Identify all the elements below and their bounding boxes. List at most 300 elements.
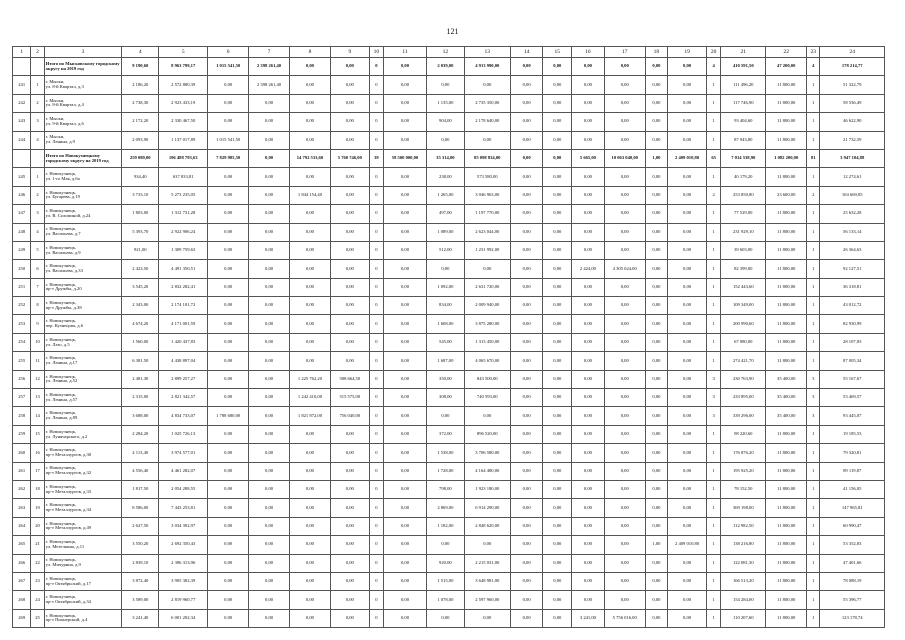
value-cell: 0,00 [668,297,707,315]
address-city: г. Новокузнецк, [45,612,76,618]
value-cell: 53 352,83 [820,536,885,554]
row-index: 13 [31,389,44,407]
value-cell: 1 [807,609,820,627]
column-number-cell: 5 [159,47,208,58]
row-index: 3 [31,113,44,131]
value-cell: 0,00 [208,517,249,535]
column-number-cell: 6 [208,47,249,58]
value-cell: 0,00 [543,278,572,296]
value-cell: 0,00 [384,609,427,627]
value-cell: 0,00 [384,352,427,370]
value-cell: 0,00 [645,297,667,315]
address-city: г. Новокузнецк, [45,208,76,214]
value-cell: 3 046 963,00 [464,186,510,204]
value-cell: 0,00 [384,186,427,204]
value-cell: 0,00 [290,517,331,535]
value-cell: 55 167,67 [820,370,885,388]
value-cell: 0 [369,260,383,278]
value-cell: 11 800,00 [766,113,807,131]
value-cell: 0,00 [249,462,290,480]
value-cell: 0,00 [426,536,464,554]
value-cell: 2 627,50 [122,517,159,535]
value-cell: 35 400,00 [766,389,807,407]
value-cell: 11 800,00 [766,168,807,186]
value-cell: 23 600,00 [766,186,807,204]
row-index: 1 [31,168,44,186]
value-cell: 0,00 [645,186,667,204]
address-city: г. Новокузнецк, [45,465,76,471]
value-cell: 0,00 [668,241,707,259]
value-cell: 1 309 759,63 [159,241,208,259]
table-row [13,425,885,443]
value-cell: 238,00 [426,168,464,186]
value-cell: 4 438 897,04 [159,352,208,370]
value-cell: 0,00 [510,572,543,590]
value-cell: 0 [369,113,383,131]
table-row [13,278,885,296]
value-cell: 798,00 [426,480,464,498]
value-cell: 0,00 [604,499,645,517]
value-cell: 0,00 [668,444,707,462]
table-row [13,333,885,351]
value-cell: 0,00 [249,389,290,407]
value-cell: 0,00 [249,554,290,572]
value-cell: 0,00 [604,315,645,333]
row-number: 268 [13,591,31,609]
address-cell [44,389,122,407]
value-cell: 0 [369,333,383,351]
value-cell: 0,00 [543,389,572,407]
value-cell: 166 513,20 [721,572,766,590]
value-cell: 1,00 [645,536,667,554]
value-cell: 0,00 [543,333,572,351]
value-cell: 0,00 [543,444,572,462]
value-cell: 2 899 257,27 [159,370,208,388]
value-cell: 0,00 [645,572,667,590]
value-cell: 0 [369,499,383,517]
value-cell: 0,00 [510,241,543,259]
value-cell: 0,00 [208,425,249,443]
value-cell: 0,00 [290,297,331,315]
value-cell: 1 265,00 [426,186,464,204]
value-cell: 87 943,80 [721,131,766,149]
value-cell: 0,00 [426,260,464,278]
row-number: 246 [13,186,31,204]
value-cell: 0,00 [384,76,427,94]
value-cell: 0,00 [668,315,707,333]
value-cell: 154 284,00 [721,591,766,609]
value-cell: 0 [369,241,383,259]
value-cell: 0,00 [645,315,667,333]
total-value-cell: 0,00 [572,58,605,76]
value-cell: 0,00 [572,572,605,590]
total-value-cell: 8 963 799,17 [159,58,208,76]
value-cell: 1 [707,462,721,480]
value-cell: 1 [807,205,820,223]
table-row [13,241,885,259]
column-number-cell: 8 [290,47,331,58]
value-cell: 0,00 [645,444,667,462]
table-row [13,315,885,333]
value-cell: 28 107,83 [820,333,885,351]
row-number: 248 [13,223,31,241]
value-cell: 0,00 [543,186,572,204]
value-cell: 3 550,20 [122,536,159,554]
value-cell: 1 092,00 [426,278,464,296]
address-cell [44,591,122,609]
value-cell: 11 800,00 [766,517,807,535]
value-cell: 0,00 [668,76,707,94]
value-cell: 0,00 [290,76,331,94]
value-cell: 1 [807,113,820,131]
value-cell: 0,00 [330,554,369,572]
value-cell: 0,00 [572,462,605,480]
value-cell: 25 632,28 [820,205,885,223]
value-cell: 1 [707,94,721,112]
address-cell [44,352,122,370]
address-street: ул. Лунячарского, д.2 [45,433,88,439]
table-row [13,407,885,425]
value-cell: 0,00 [208,444,249,462]
row-index: 15 [31,425,44,443]
total-value-cell: 4 [707,58,721,76]
total-empty-cell [31,58,44,76]
value-cell: 1 [707,260,721,278]
value-cell: 0,00 [645,591,667,609]
value-cell: 11 800,00 [766,572,807,590]
value-cell: 0,00 [645,241,667,259]
value-cell: 0,00 [645,76,667,94]
value-cell: 0,00 [330,76,369,94]
value-cell: 0,00 [384,444,427,462]
value-cell: 0,00 [384,260,427,278]
value-cell: 0,00 [645,260,667,278]
value-cell: 40 179,20 [721,168,766,186]
value-cell: 11 800,00 [766,462,807,480]
column-number-cell: 24 [820,47,885,58]
value-cell: 0,00 [572,278,605,296]
value-cell: 508 664,50 [330,370,369,388]
address-cell [44,278,122,296]
total-row [13,149,885,167]
row-number: 257 [13,389,31,407]
value-cell: 834,00 [426,297,464,315]
value-cell: 11 800,00 [766,536,807,554]
value-cell: 35 400,00 [766,407,807,425]
value-cell: 2 922 906,24 [159,223,208,241]
value-cell: 2 054 288,55 [159,480,208,498]
address-street: пр-т Октябрьский, д.17 [45,580,91,586]
address-street: пр-т Пионерский, д.4 [45,617,88,623]
value-cell: 4 171 001,59 [159,315,208,333]
value-cell: 26 364,63 [820,241,885,259]
value-cell: 0,00 [543,425,572,443]
value-cell: 1 197 770,00 [464,205,510,223]
value-cell: 0,00 [645,333,667,351]
value-cell: 0,00 [510,425,543,443]
row-number: 243 [13,113,31,131]
value-cell: 1 817,50 [122,480,159,498]
row-number: 252 [13,297,31,315]
value-cell: 1 [807,260,820,278]
value-cell: 2 [707,186,721,204]
total-value-cell: 0,00 [543,58,572,76]
value-cell: 0,00 [384,223,427,241]
value-cell: 1 [707,352,721,370]
value-cell: 0,00 [604,241,645,259]
value-cell: 0,00 [572,499,605,517]
value-cell: 1 [707,609,721,627]
total-value-cell: 39 [369,149,383,167]
value-cell: 4 556,40 [122,462,159,480]
value-cell: 11 800,00 [766,297,807,315]
table-row [13,554,885,572]
value-cell: 0 [369,572,383,590]
total-value-cell: 1 015 541,50 [208,58,249,76]
value-cell: 0,00 [668,499,707,517]
column-number-cell: 9 [330,47,369,58]
value-cell: 0,00 [290,480,331,498]
value-cell: 0,00 [384,425,427,443]
value-cell: 0,00 [330,609,369,627]
address-street: ул. Лазо, д.5 [45,341,70,347]
value-cell: 0,00 [668,352,707,370]
value-cell: 0,00 [668,517,707,535]
value-cell: 0,00 [330,260,369,278]
value-cell: 0,00 [604,554,645,572]
value-cell: 0,00 [604,425,645,443]
address-cell [44,517,122,535]
value-cell: 2 631 720,00 [464,278,510,296]
value-cell: 0,00 [384,113,427,131]
value-cell: 339 296,00 [721,407,766,425]
value-cell: 0,00 [572,168,605,186]
value-cell: 0,00 [543,352,572,370]
value-cell: 0,00 [249,205,290,223]
address-cell [44,554,122,572]
value-cell: 0,00 [384,536,427,554]
value-cell: 545,00 [426,333,464,351]
total-value-cell: 2 409 010,80 [668,149,707,167]
value-cell: 77 529,00 [721,205,766,223]
row-number: 265 [13,536,31,554]
address-cell [44,241,122,259]
value-cell: 0,00 [543,241,572,259]
value-cell: 0,00 [330,205,369,223]
column-number-cell: 2 [31,47,44,58]
value-cell: 0 [369,131,383,149]
value-cell: 0,00 [604,278,645,296]
value-cell: 0,00 [572,517,605,535]
value-cell: 0,00 [249,407,290,425]
value-cell: 11 800,00 [766,591,807,609]
value-cell: 0,00 [572,591,605,609]
value-cell: 2 174 101,72 [159,297,208,315]
column-number-cell: 20 [707,47,721,58]
value-cell: 0,00 [668,389,707,407]
value-cell: 1 242 410,00 [290,389,331,407]
value-cell: 0,00 [330,94,369,112]
value-cell: 1 312 731,28 [159,205,208,223]
value-cell: 3 905 382,39 [159,572,208,590]
value-cell: 0 [369,168,383,186]
value-cell: 2 597 960,00 [464,591,510,609]
value-cell: 0 [369,297,383,315]
value-cell: 11 800,00 [766,480,807,498]
value-cell: 11 800,00 [766,554,807,572]
address-city: г. Новокузнецк, [45,318,76,324]
row-index: 1 [31,76,44,94]
value-cell: 0,00 [668,168,707,186]
value-cell: 0,00 [384,554,427,572]
value-cell: 0,00 [208,94,249,112]
address-city: г. Новокузнецк, [45,373,76,379]
value-cell: 11 800,00 [766,205,807,223]
value-cell: 1 231 992,00 [464,241,510,259]
row-index: 2 [31,94,44,112]
value-cell: 58 536,49 [820,94,885,112]
value-cell: 0,00 [384,241,427,259]
address-city: г. Новокузнецк, [45,447,76,453]
value-cell: 0,00 [330,113,369,131]
value-cell: 0,00 [543,480,572,498]
value-cell: 1 [807,94,820,112]
value-cell: 2 869,00 [426,499,464,517]
value-cell: 0,00 [572,131,605,149]
value-cell: 2 343,00 [122,297,159,315]
value-cell: 0,00 [249,499,290,517]
value-cell: 1 420 437,83 [159,333,208,351]
value-cell: 2 819 960,77 [159,591,208,609]
value-cell: 0,00 [604,76,645,94]
value-cell: 0,00 [290,168,331,186]
value-cell: 0,00 [384,131,427,149]
row-number: 256 [13,370,31,388]
value-cell: 3 974 577,01 [159,444,208,462]
value-cell: 0,00 [510,536,543,554]
value-cell: 0,00 [208,572,249,590]
address-city: г. Мыски, [45,134,65,140]
address-cell [44,572,122,590]
value-cell: 1 [807,333,820,351]
total-value-cell: 0,00 [249,149,290,167]
column-number-cell: 7 [249,47,290,58]
value-cell: 2 172,20 [122,113,159,131]
value-cell: 0,00 [208,536,249,554]
value-cell: 0,00 [249,609,290,627]
value-cell: 1 [707,554,721,572]
row-number: 263 [13,499,31,517]
value-cell: 372,00 [426,425,464,443]
total-label: Итого по Мысковскому городскому округу на 2019 год [44,58,122,76]
address-street: ул. Васильева, д.9 [45,249,81,255]
value-cell: 2 093,90 [122,131,159,149]
column-number-cell: 17 [604,47,645,58]
value-cell: 60 990,47 [820,517,885,535]
value-cell: 0,00 [510,499,543,517]
value-cell: 5 756 016,00 [604,609,645,627]
row-number: 251 [13,278,31,296]
value-cell: 0,00 [510,517,543,535]
value-cell: 0,00 [668,554,707,572]
value-cell: 0,00 [330,444,369,462]
value-cell: 0,00 [572,444,605,462]
total-value-cell: 0,00 [290,58,331,76]
value-cell: 6 914 290,00 [464,499,510,517]
row-number: 247 [13,205,31,223]
value-cell: 0,00 [464,76,510,94]
value-cell: 0 [369,425,383,443]
value-cell: 0,00 [290,572,331,590]
column-number-cell: 13 [464,47,510,58]
table-row [13,131,885,149]
value-cell: 1 [807,278,820,296]
value-cell: 0,00 [290,444,331,462]
value-cell: 0,00 [330,241,369,259]
row-index: 4 [31,223,44,241]
value-cell: 0,00 [572,370,605,388]
address-street: ул. 8-й Квартал, д.3 [45,84,84,90]
address-street: ул. Ленина, д.52 [45,378,78,384]
value-cell: 0,00 [208,186,249,204]
value-cell: 1 078,00 [426,591,464,609]
row-number: 260 [13,444,31,462]
total-value-cell: 0,00 [510,149,543,167]
value-cell: 3 733,10 [122,186,159,204]
row-index: 21 [31,536,44,554]
value-cell: 0,00 [604,407,645,425]
value-cell: 515 575,00 [330,389,369,407]
value-cell: 1 [807,131,820,149]
value-cell: 1 [807,462,820,480]
value-cell: 1 788 680,00 [208,407,249,425]
value-cell: 1 225 762,20 [290,370,331,388]
value-cell: 0,00 [543,223,572,241]
value-cell: 512,00 [426,241,464,259]
value-cell: 369 198,00 [721,499,766,517]
table-row [13,536,885,554]
value-cell: 0 [369,76,383,94]
value-cell: 0,00 [604,444,645,462]
value-cell: 0,00 [464,260,510,278]
value-cell: 0,00 [290,462,331,480]
row-index: 10 [31,333,44,351]
total-value-cell: 2 398 261,40 [249,58,290,76]
value-cell: 3 241,40 [122,609,159,627]
address-city: г. Новокузнецк, [45,263,76,269]
value-cell: 2 832 282,41 [159,278,208,296]
value-cell: 0 [369,591,383,609]
row-index: 18 [31,480,44,498]
housing-repair-table [12,46,885,628]
total-value-cell: 0,00 [510,58,543,76]
value-cell: 7 443 253,81 [159,499,208,517]
value-cell: 0,00 [208,260,249,278]
value-cell: 0,00 [208,480,249,498]
value-cell: 0,00 [645,113,667,131]
value-cell: 0,00 [645,168,667,186]
value-cell: 1 [807,499,820,517]
address-street: пр-т Металлургов, д.34 [45,507,92,513]
value-cell: 0,00 [330,131,369,149]
value-cell: 1 [807,168,820,186]
address-cell [44,260,122,278]
row-index: 6 [31,260,44,278]
value-cell: 2 839,10 [122,554,159,572]
value-cell: 0,00 [249,186,290,204]
value-cell: 11 800,00 [766,352,807,370]
value-cell: 0,00 [572,389,605,407]
